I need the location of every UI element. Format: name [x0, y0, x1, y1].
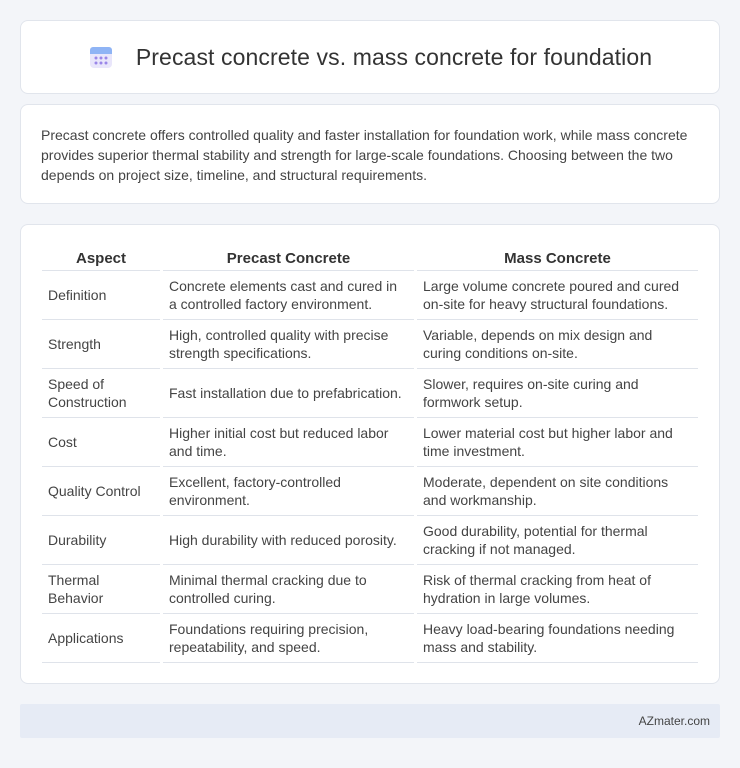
- row-aspect: Durability: [42, 516, 160, 565]
- row-mass: Variable, depends on mix design and curing conditions on-site.: [417, 320, 698, 369]
- row-precast: Concrete elements cast and cured in a controlled factory environment.: [163, 271, 414, 320]
- comparison-table: [39, 245, 701, 663]
- table-row: [42, 271, 698, 320]
- row-aspect: Cost: [42, 418, 160, 467]
- table-header-row: [42, 245, 698, 271]
- footer: [20, 704, 720, 738]
- table-row: [42, 467, 698, 516]
- title-card: [20, 20, 720, 94]
- table-row: [42, 516, 698, 565]
- row-precast: Minimal thermal cracking due to controlled curing.: [163, 565, 414, 614]
- row-mass: Good durability, potential for thermal cracking if not managed.: [417, 516, 698, 565]
- row-precast: High durability with reduced porosity.: [163, 516, 414, 565]
- row-precast: Excellent, factory-controlled environment.: [163, 467, 414, 516]
- table-row: [42, 614, 698, 663]
- row-mass: Lower material cost but higher labor and time investment.: [417, 418, 698, 467]
- header-precast: Precast Concrete: [163, 245, 414, 271]
- table-row: [42, 320, 698, 369]
- footer-source: AZmater.com: [638, 714, 710, 728]
- row-aspect: Speed of Construction: [42, 369, 160, 418]
- row-mass: Moderate, dependent on site conditions and workmanship.: [417, 467, 698, 516]
- table-row: [42, 418, 698, 467]
- row-mass: Slower, requires on-site curing and formwork setup.: [417, 369, 698, 418]
- page-title: Precast concrete vs. mass concrete for foundation: [135, 43, 653, 70]
- row-aspect: Applications: [42, 614, 160, 663]
- table-row: [42, 369, 698, 418]
- header-aspect: Aspect: [42, 245, 160, 271]
- row-precast: Foundations requiring precision, repeatability, and speed.: [163, 614, 414, 663]
- row-aspect: Strength: [42, 320, 160, 369]
- header-mass: Mass Concrete: [417, 245, 698, 271]
- row-precast: High, controlled quality with precise strength specifications.: [163, 320, 414, 369]
- comparison-card: [20, 224, 720, 684]
- intro-text: Precast concrete offers controlled quality and faster installation for foundation work, while mass concrete provides superior thermal stability and strength for large-scale foundations. Choosing between the two depends on project size, timeline, and structural requirements.: [41, 127, 688, 183]
- row-precast: Fast installation due to prefabrication.: [163, 369, 414, 418]
- row-precast: Higher initial cost but reduced labor and time.: [163, 418, 414, 467]
- row-mass: Heavy load-bearing foundations needing mass and stability.: [417, 614, 698, 663]
- row-aspect: Thermal Behavior: [42, 565, 160, 614]
- row-mass: Large volume concrete poured and cured on-site for heavy structural foundations.: [417, 271, 698, 320]
- row-mass: Risk of thermal cracking from heat of hydration in large volumes.: [417, 565, 698, 614]
- table-row: [42, 565, 698, 614]
- calendar-icon: [88, 44, 114, 70]
- row-aspect: Definition: [42, 271, 160, 320]
- intro-card: [20, 104, 720, 204]
- row-aspect: Quality Control: [42, 467, 160, 516]
